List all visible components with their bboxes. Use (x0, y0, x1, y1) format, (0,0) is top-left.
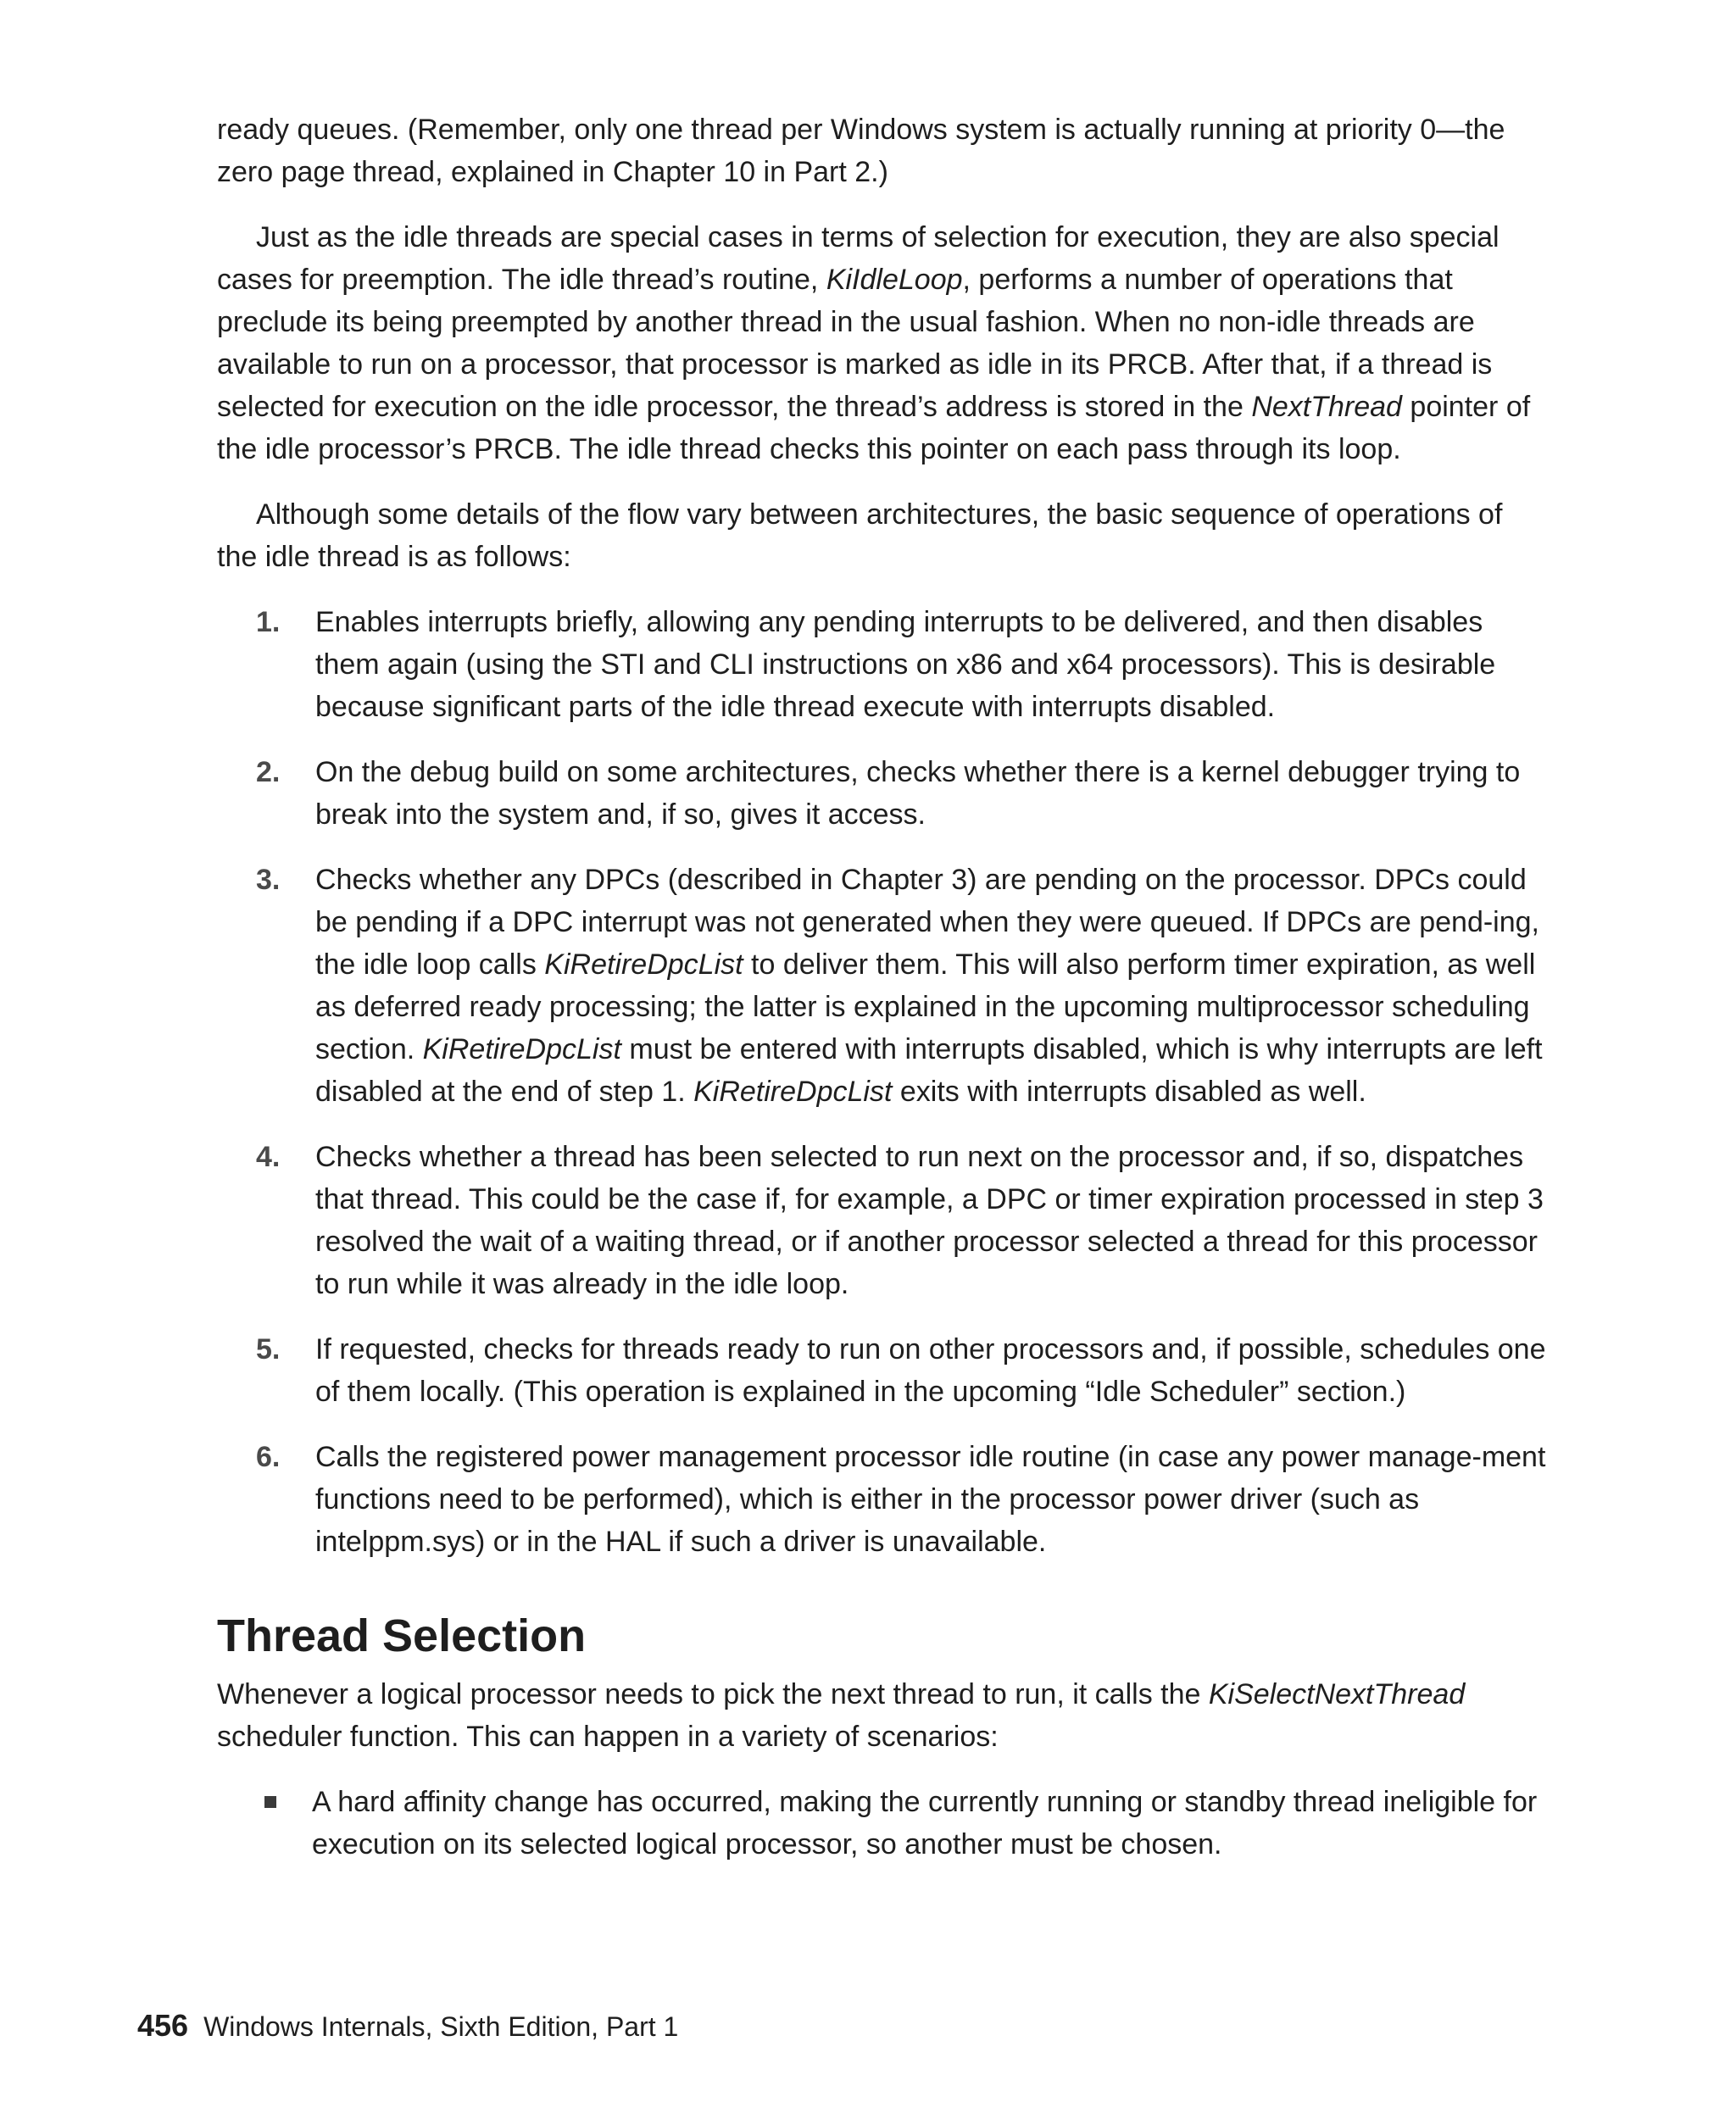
page-footer (137, 2009, 678, 2044)
field-name-nextthread: NextThread (1251, 391, 1402, 423)
list-item-step-5 (217, 1328, 1550, 1413)
step-text: If requested, checks for threads ready to run on other processors and, if possible, schedules one of them locally. (This operation is explained in the upcoming “Idle Scheduler” section.) (315, 1333, 1546, 1408)
step-number: 1. (256, 606, 281, 638)
square-bullet-icon (264, 1796, 276, 1808)
text-run: Just as the idle threads are special cases in terms of selection for execution, they are also special cases for preemption. The idle thread’s routine, (217, 221, 1500, 296)
function-name-kiselectnextthread: KiSelectNextThread (1208, 1678, 1466, 1710)
sequence-intro-paragraph: Although some details of the flow vary between architectures, the basic sequence of operations of the idle thread is as follows: (217, 498, 1503, 573)
step-number: 6. (256, 1441, 281, 1473)
section-heading: Thread Selection (217, 1610, 587, 1661)
list-item-step-6 (217, 1436, 1550, 1563)
list-item-step-1 (217, 601, 1550, 728)
text-run: exits with interrupts disabled as well. (892, 1076, 1366, 1108)
step-text: Calls the registered power management processor idle routine (in case any power manage-ment functions need to be performed), which is either in the processor power driver (such as intelppm.sys) or in the HAL if such a driver is unavailable. (315, 1441, 1546, 1558)
bullet-text: A hard affinity change has occurred, making the currently running or standby thread ineligible for execution on its selected logical processor, so another must be chosen. (312, 1786, 1538, 1860)
step-number: 4. (256, 1141, 281, 1173)
function-name-kiretiredpclist: KiRetireDpcList (693, 1076, 893, 1108)
text-run: pointer of the idle processor’s PRCB. The idle thread checks this pointer on each pass through its loop. (217, 391, 1531, 465)
list-item-step-2 (217, 751, 1550, 836)
book-title: Windows Internals, Sixth Edition, Part 1 (203, 2011, 679, 2042)
page-number: 456 (137, 2008, 189, 2043)
list-item-step-4 (217, 1136, 1550, 1305)
step-number: 2. (256, 756, 281, 788)
text-run: Checks whether any DPCs (described in Chapter 3) are pending on the processor. DPCs could be pending if a DPC interrupt was not generated when they were queued. If DPCs are pend-ing, the idle loop calls (315, 864, 1539, 981)
text-run: Whenever a logical processor needs to pick the next thread to run, it calls the (217, 1678, 1209, 1710)
step-text: Enables interrupts briefly, allowing any pending interrupts to be delivered, and then disables them again (using the STI and CLI instructions on x86 and x64 processors). This is desirable because significant parts of the idle thread execute with interrupts disabled. (315, 606, 1496, 723)
list-item-bullet (217, 1781, 1550, 1866)
step-text: Checks whether a thread has been selected to run next on the processor and, if so, dispatches that thread. This could be the case if, for example, a DPC or timer expiration processed in step 3 resolved the wait of a waiting thread, or if another processor selected a thread for this processor to run while it was already in the idle loop. (315, 1141, 1544, 1300)
step-number: 5. (256, 1333, 281, 1365)
function-name-kiretiredpclist: KiRetireDpcList (544, 948, 743, 981)
function-name-kiretiredpclist: KiRetireDpcList (422, 1033, 621, 1065)
step-text: On the debug build on some architectures, checks whether there is a kernel debugger trying to break into the system and, if so, gives it access. (315, 756, 1521, 831)
page-body (217, 108, 1550, 1866)
idle-preemption-paragraph (217, 216, 1550, 470)
intro-continuation-paragraph: ready queues. (Remember, only one thread per Windows system is actually running at priority 0—the zero page thread, explained in Chapter 10 in Part 2.) (217, 114, 1505, 188)
thread-selection-paragraph (217, 1673, 1550, 1758)
step-number: 3. (256, 864, 281, 896)
text-run: to deliver them. This will also perform timer expiration, as well as deferred ready processing; the latter is explained in the upcoming multiprocessor scheduling section. (315, 948, 1536, 1065)
text-run: , performs a number of operations that preclude its being preempted by another thread in the usual fashion. When no non-idle threads are available to run on a processor, that processor is marked as idle in its PRCB. After that, if a thread is selected for execution on the idle processor, the thread’s address is stored in the (217, 264, 1493, 423)
text-run: scheduler function. This can happen in a variety of scenarios: (217, 1721, 999, 1753)
list-item-step-3 (217, 859, 1550, 1113)
idle-steps-list (217, 601, 1550, 1563)
function-name-kiidleloop: KiIdleLoop (826, 264, 963, 296)
text-run: must be entered with interrupts disabled, which is why interrupts are left disabled at the end of step 1. (315, 1033, 1543, 1108)
